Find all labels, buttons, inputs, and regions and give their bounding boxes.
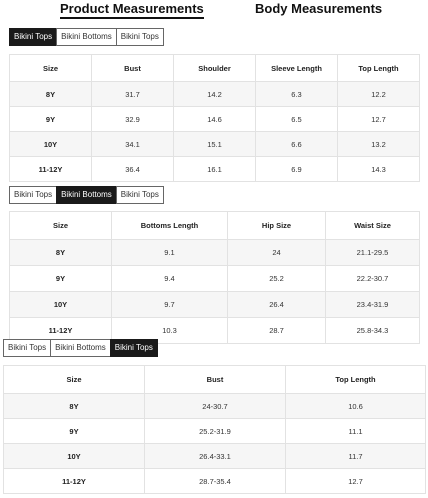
- table-cell: 11.7: [286, 444, 426, 469]
- size-cell: 9Y: [4, 419, 145, 444]
- section2-tab-bikini-tops[interactable]: Bikini Tops: [9, 186, 57, 204]
- size-cell: 8Y: [10, 82, 92, 107]
- table-cell: 14.6: [174, 107, 256, 132]
- table-cell: 21.1-29.5: [326, 240, 420, 266]
- table-cell: 25.8-34.3: [326, 318, 420, 344]
- column-header: Size: [10, 55, 92, 82]
- size-cell: 10Y: [10, 132, 92, 157]
- table-row: [10, 132, 420, 157]
- section1-tab-bikini-tops[interactable]: Bikini Tops: [9, 28, 57, 46]
- table-cell: 12.2: [338, 82, 420, 107]
- table-cell: 6.9: [256, 157, 338, 182]
- size-table-bottoms: [9, 211, 420, 344]
- size-cell: 9Y: [10, 107, 92, 132]
- table-cell: 12.7: [338, 107, 420, 132]
- table-row: [10, 107, 420, 132]
- table-cell: 28.7: [228, 318, 326, 344]
- column-header: Size: [4, 366, 145, 394]
- table-cell: 24: [228, 240, 326, 266]
- table-row: [4, 469, 426, 494]
- table-header-row: [10, 55, 420, 82]
- table-row: [10, 82, 420, 107]
- size-cell: 11-12Y: [10, 157, 92, 182]
- table-cell: 36.4: [92, 157, 174, 182]
- section2-tab-bar: [9, 186, 163, 204]
- table-cell: 25.2: [228, 266, 326, 292]
- table-cell: 34.1: [92, 132, 174, 157]
- table-cell: 28.7-35.4: [145, 469, 286, 494]
- table-row: [10, 292, 420, 318]
- section3-tab-bar: [3, 339, 157, 357]
- table-cell: 6.5: [256, 107, 338, 132]
- table-cell: 9.1: [112, 240, 228, 266]
- section2-tab-bikini-bottoms[interactable]: Bikini Bottoms: [56, 186, 117, 204]
- size-cell: 11-12Y: [10, 318, 112, 344]
- column-header: Hip Size: [228, 212, 326, 240]
- column-header: Size: [10, 212, 112, 240]
- table-cell: 26.4: [228, 292, 326, 318]
- column-header: Top Length: [286, 366, 426, 394]
- table-cell: 25.2-31.9: [145, 419, 286, 444]
- size-table-body-tops: [3, 365, 426, 494]
- section1-tab-bikini-tops-2[interactable]: Bikini Tops: [116, 28, 164, 46]
- table-cell: 9.7: [112, 292, 228, 318]
- size-cell: 9Y: [10, 266, 112, 292]
- size-table-tops: [9, 54, 420, 182]
- section2-tab-bikini-tops-2[interactable]: Bikini Tops: [116, 186, 164, 204]
- table-cell: 14.3: [338, 157, 420, 182]
- table-header-row: [10, 212, 420, 240]
- column-header: Sleeve Length: [256, 55, 338, 82]
- table-row: [4, 419, 426, 444]
- column-header: Waist Size: [326, 212, 420, 240]
- column-header: Top Length: [338, 55, 420, 82]
- column-header: Bottoms Length: [112, 212, 228, 240]
- product-measurements-tab[interactable]: Product Measurements: [60, 1, 204, 19]
- table-row: [4, 444, 426, 469]
- measurement-header: [0, 0, 428, 20]
- section1-tab-bikini-bottoms[interactable]: Bikini Bottoms: [56, 28, 117, 46]
- table-cell: 10.3: [112, 318, 228, 344]
- column-header: Bust: [92, 55, 174, 82]
- table-cell: 12.7: [286, 469, 426, 494]
- table-cell: 22.2-30.7: [326, 266, 420, 292]
- table-row: [10, 266, 420, 292]
- section3-tab-bikini-tops-2[interactable]: Bikini Tops: [110, 339, 158, 357]
- table-cell: 9.4: [112, 266, 228, 292]
- table-row: [10, 157, 420, 182]
- column-header: Shoulder: [174, 55, 256, 82]
- table-cell: 32.9: [92, 107, 174, 132]
- table-cell: 23.4-31.9: [326, 292, 420, 318]
- table-cell: 6.3: [256, 82, 338, 107]
- size-cell: 11-12Y: [4, 469, 145, 494]
- body-measurements-tab[interactable]: Body Measurements: [255, 1, 383, 16]
- size-cell: 10Y: [4, 444, 145, 469]
- table-cell: 11.1: [286, 419, 426, 444]
- table-cell: 31.7: [92, 82, 174, 107]
- section3-tab-bikini-tops[interactable]: Bikini Tops: [3, 339, 51, 357]
- section1-tab-bar: [9, 28, 163, 46]
- table-cell: 16.1: [174, 157, 256, 182]
- size-cell: 8Y: [4, 394, 145, 419]
- table-cell: 24-30.7: [145, 394, 286, 419]
- table-row: [4, 394, 426, 419]
- section3-tab-bikini-bottoms[interactable]: Bikini Bottoms: [50, 339, 111, 357]
- table-cell: 13.2: [338, 132, 420, 157]
- table-cell: 15.1: [174, 132, 256, 157]
- column-header: Bust: [145, 366, 286, 394]
- table-cell: 14.2: [174, 82, 256, 107]
- table-row: [10, 240, 420, 266]
- table-header-row: [4, 366, 426, 394]
- table-cell: 10.6: [286, 394, 426, 419]
- size-cell: 10Y: [10, 292, 112, 318]
- table-cell: 6.6: [256, 132, 338, 157]
- table-cell: 26.4-33.1: [145, 444, 286, 469]
- size-cell: 8Y: [10, 240, 112, 266]
